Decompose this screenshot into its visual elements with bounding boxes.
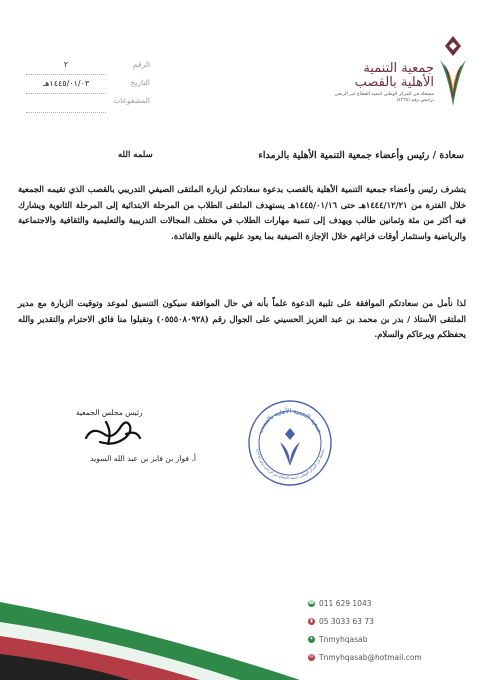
contact-email-text: Tnmyhqasab@hotmail.com — [319, 652, 422, 662]
date-label: التاريخ — [130, 78, 150, 87]
contact-phone-text: 011 629 1043 — [319, 598, 372, 608]
contact-twitter-text: Tnmyhqasab — [319, 634, 368, 644]
attachments-value — [26, 94, 106, 113]
reference-values — [26, 56, 106, 113]
seal-subtext: مسجلة في المركز الوطني لتنمية القطاع غير الربحي برقم (٤٢٢٨) — [255, 448, 325, 481]
email-icon: ✉ — [309, 654, 314, 660]
signature-title: رئيس مجلس الجمعية — [76, 408, 143, 417]
reference-labels — [100, 56, 150, 110]
footer-decoration — [0, 590, 300, 680]
mobile-icon: ▮ — [308, 618, 315, 625]
contact-email — [308, 648, 478, 666]
phone-icon: ☎ — [308, 600, 315, 606]
number-value: ٢ — [26, 56, 106, 75]
org-name — [326, 62, 434, 90]
org-name-line2: الأهلية بالقصب — [354, 75, 434, 90]
org-subtitle-line1: مسجلة في المركز الوطني لتنمية القطاع غير الربحي — [334, 92, 434, 97]
greeting: سلمه الله — [118, 150, 153, 160]
contact-twitter — [308, 630, 478, 648]
seal-text: جمعية التنمية الأهلية بالقصب — [255, 406, 325, 435]
org-subtitle-line2: ترخيص رقم (٤٢٢٨) — [396, 98, 434, 103]
contact-mobile-text: 05 3033 63 73 — [319, 616, 374, 626]
addressee: سعادة / رئيس وأعضاء جمعية التنمية الأهلية بالرمداء — [258, 150, 464, 161]
org-subtitle — [318, 92, 434, 104]
org-logo-icon — [436, 30, 470, 110]
contact-list — [308, 594, 478, 666]
paragraph-coordination: لذا نأمل من سعادتكم الموافقة على تلبية الدعوة علماً بأنه في حال الموافقة سيكون التنسيق لموعد وتوقيت الزيارة مع مدير الملتقى الأستاذ / بدر بن محمد بن عبد العزيز الحسيني على الجوال رقم (٠٥٥٥٠٨٠٩٢٨) وتقبلوا منا فائق الاحترام والتقدير والله يحفظكم ويرعاكم والسلام. — [18, 298, 466, 339]
signature-icon — [82, 404, 142, 450]
signatory-name: أ. فواز بن فايز بن عبد الله السويد — [90, 454, 196, 463]
number-label: الرقم — [132, 60, 150, 69]
date-value: ١٤٤٥/٠١/٠٣هـ — [26, 75, 106, 94]
official-seal-icon — [246, 398, 334, 488]
contact-phone — [308, 594, 478, 612]
attachments-label: المشفوعات — [113, 96, 150, 105]
contact-mobile — [308, 612, 478, 630]
paragraph-invitation: يتشرف رئيس وأعضاء جمعية التنمية الأهلية بالقصب بدعوة سعادتكم لزيارة الملتقى الصيفي التدريبي بالقصب الذي تقيمه الجمعية خلال الفترة من ١٤٤٤/١٢/٢١هـ حتى ١٤٤٥/٠١/١٦هـ يستهدف الملتقى الطلاب من المرحلة الابتدائية إلى المرحلة الثانوية ويشارك فيه أكثر من مئة وثمانين طالب ويهدف إلى تنمية مهارات الطلاب في مختلف المجالات التدريبية والتعليمية والثقافية والاجتماعية والرياضية واستثمار أوقات فراغهم خلال الإجازة الصيفية بما يعود عليهم بالنفع والفائدة. — [18, 184, 466, 241]
twitter-icon: ✦ — [309, 636, 314, 642]
org-name-line1: جمعية التنمية — [363, 61, 434, 76]
